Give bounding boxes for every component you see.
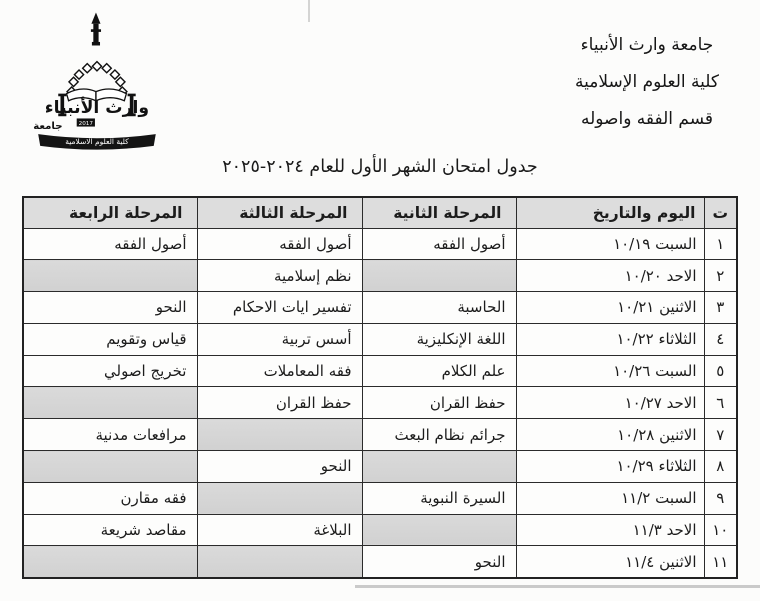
stage2-cell <box>362 260 516 292</box>
stage4-cell <box>23 546 197 578</box>
date-cell: السبت ١١/٢ <box>516 482 704 514</box>
date-cell: الثلاثاء ١٠/٢٩ <box>516 451 704 483</box>
minaret-icon <box>91 13 101 46</box>
serial-cell: ٣ <box>704 292 737 324</box>
stage3-cell <box>197 482 362 514</box>
stage2-cell: الحاسبة <box>362 292 516 324</box>
stage2-cell: حفظ القران <box>362 387 516 419</box>
stage4-cell: مقاصد شريعة <box>23 514 197 546</box>
date-cell: الثلاثاء ١٠/٢٢ <box>516 323 704 355</box>
serial-cell: ٤ <box>704 323 737 355</box>
stage2-cell <box>362 451 516 483</box>
table-row <box>23 260 737 292</box>
stage3-cell: البلاغة <box>197 514 362 546</box>
exam-schedule-table <box>22 196 738 579</box>
stage4-cell: تخريج اصولي <box>23 355 197 387</box>
stage2-cell: جرائم نظام البعث <box>362 419 516 451</box>
stage4-cell <box>23 451 197 483</box>
logo-emblem-text: وارث الأنبياء <box>44 97 150 118</box>
date-cell: الاثنين ١١/٤ <box>516 546 704 578</box>
stage2-cell: علم الكلام <box>362 355 516 387</box>
serial-cell: ١١ <box>704 546 737 578</box>
table-row <box>23 292 737 324</box>
date-cell: الاحد ١٠/٢٧ <box>516 387 704 419</box>
date-cell: السبت ١٠/٢٦ <box>516 355 704 387</box>
letterhead <box>542 27 752 138</box>
header-cell-stage4: المرحلة الرابعة <box>23 197 197 228</box>
logo-arc-text <box>24 10 28 13</box>
table-header-row <box>23 197 737 228</box>
logo-ribbon <box>38 134 156 149</box>
letterhead-department: قسم الفقه واصوله <box>580 109 714 129</box>
stage4-cell: قياس وتقويم <box>23 323 197 355</box>
date-cell: الاثنين ١٠/٢٨ <box>516 419 704 451</box>
logo-year: 2017 <box>78 120 94 127</box>
table-row <box>23 514 737 546</box>
header-cell-date: اليوم والتاريخ <box>516 197 704 228</box>
stage2-cell: النحو <box>362 546 516 578</box>
table-row <box>23 451 737 483</box>
letterhead-university: جامعة وارث الأنبياء <box>580 35 714 55</box>
serial-cell: ٢ <box>704 260 737 292</box>
date-cell: الاحد ١١/٣ <box>516 514 704 546</box>
logo-emblem-subtext: جامعة <box>33 121 63 133</box>
stage4-cell: مرافعات مدنية <box>23 419 197 451</box>
logo-year-badge <box>77 118 95 126</box>
page-title: جدول امتحان الشهر الأول للعام ٢٠٢٤-٢٠٢٥ <box>222 157 538 177</box>
header-cell-stage2: المرحلة الثانية <box>362 197 516 228</box>
stage3-cell: تفسير ايات الاحكام <box>197 292 362 324</box>
svg-text:UNIVERSITY OF WARITH AL-ANBIYA <box>24 10 28 13</box>
letterhead-college: كلية العلوم الإسلامية <box>575 72 719 92</box>
stage3-cell: أسس تربية <box>197 323 362 355</box>
header-cell-stage3: المرحلة الثالثة <box>197 197 362 228</box>
serial-cell: ٧ <box>704 419 737 451</box>
serial-cell: ٩ <box>704 482 737 514</box>
stage2-cell: السيرة النبوية <box>362 482 516 514</box>
university-seal-icon <box>24 10 174 158</box>
stage3-cell <box>197 546 362 578</box>
serial-cell: ١٠ <box>704 514 737 546</box>
date-cell: السبت ١٠/١٩ <box>516 228 704 260</box>
table-row <box>23 546 737 578</box>
stage3-cell: حفظ القران <box>197 387 362 419</box>
stage4-cell: أصول الفقه <box>23 228 197 260</box>
exam-table-body <box>23 228 737 578</box>
stage3-cell: النحو <box>197 451 362 483</box>
table-row <box>23 387 737 419</box>
table-row <box>23 355 737 387</box>
table-row <box>23 228 737 260</box>
stage3-cell: فقه المعاملات <box>197 355 362 387</box>
serial-cell: ١ <box>704 228 737 260</box>
serial-cell: ٥ <box>704 355 737 387</box>
date-cell: الاحد ١٠/٢٠ <box>516 260 704 292</box>
scan-crease-artifact <box>308 0 310 22</box>
stage3-cell <box>197 419 362 451</box>
stage2-cell: أصول الفقه <box>362 228 516 260</box>
stage4-cell: فقه مقارن <box>23 482 197 514</box>
stage3-cell: نظم إسلامية <box>197 260 362 292</box>
table-row <box>23 419 737 451</box>
serial-cell: ٨ <box>704 451 737 483</box>
scan-edge-artifact <box>355 585 760 588</box>
stage4-cell: النحو <box>23 292 197 324</box>
stage4-cell <box>23 387 197 419</box>
logo-ribbon-text: كلية العلوم الاسلامية <box>65 136 129 146</box>
header-cell-serial: ت <box>704 197 737 228</box>
university-logo <box>24 10 174 158</box>
table-row <box>23 323 737 355</box>
serial-cell: ٦ <box>704 387 737 419</box>
stage3-cell: أصول الفقه <box>197 228 362 260</box>
stage4-cell <box>23 260 197 292</box>
stage2-cell <box>362 514 516 546</box>
table-row <box>23 482 737 514</box>
stage2-cell: اللغة الإنكليزية <box>362 323 516 355</box>
date-cell: الاثنين ١٠/٢١ <box>516 292 704 324</box>
